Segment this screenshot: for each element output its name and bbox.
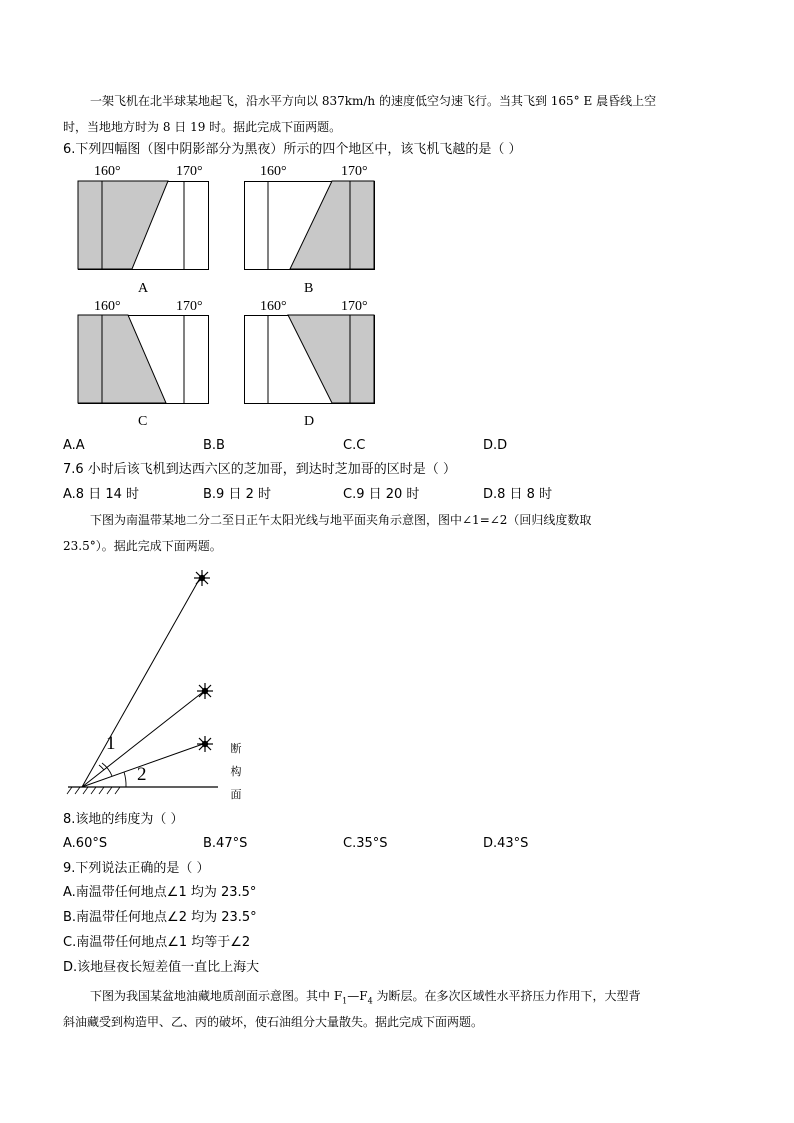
question-7-stem: 7.6 小时后该飞机到达西六区的芝加哥，到达时芝加哥的区时是（ ） (63, 462, 456, 477)
question-7-option-d[interactable]: D.8 日 8 时 (483, 487, 553, 502)
question-6-option-c[interactable]: C.C (343, 438, 366, 453)
angle-2-arc (124, 772, 126, 787)
sun-icon (197, 736, 213, 752)
intro-paragraph-2-line-2: 23.5°）。据此完成下面两题。 (63, 539, 222, 553)
question-6-option-b[interactable]: B.B (203, 438, 225, 453)
panel-b-lon-left: 160° (260, 164, 287, 179)
panel-a-lon-left: 160° (94, 164, 121, 179)
question-8-option-c[interactable]: C.35°S (343, 836, 388, 851)
panel-a-diagram (78, 181, 209, 270)
intro-paragraph-3-line-2: 斜油藏受到构造甲、乙、丙的破坏，使石油组分大量散失。据此完成下面两题。 (63, 1015, 484, 1029)
panel-c-lon-left: 160° (94, 299, 121, 314)
intro-3-dash: —F (347, 989, 368, 1003)
question-7-option-c[interactable]: C.9 日 20 时 (343, 487, 420, 502)
question-6-stem: 6.下列四幅图（图中阴影部分为黑夜）所示的四个地区中，该飞机飞越的是（ ） (63, 142, 522, 157)
sun-icon (197, 683, 213, 699)
panel-a-lon-right: 170° (176, 164, 203, 179)
intro-paragraph-1-line-1: 一架飞机在北半球某地起飞，沿水平方向以 837km/h 的速度低空匀速飞行。当其飞到 165° E 晨昏线上空 (90, 94, 657, 108)
panel-d-diagram (244, 315, 375, 404)
panel-c-lon-right: 170° (176, 299, 203, 314)
intro-3-text-a: 下图为我国某盆地油藏地质剖面示意图。其中 F (90, 989, 343, 1003)
panel-b-letter: B (304, 281, 314, 296)
question-6-option-d[interactable]: D.D (483, 438, 508, 453)
question-7-option-b[interactable]: B.9 日 2 时 (203, 487, 271, 502)
panel-c-diagram (78, 315, 209, 404)
panel-d-lon-right: 170° (341, 299, 368, 314)
panel-d-lon-left: 160° (260, 299, 287, 314)
question-8-stem: 8.该地的纬度为（ ） (63, 812, 184, 827)
intro-3-subscript-1: 1 (342, 996, 348, 1006)
ground-hatching (67, 787, 120, 794)
intro-paragraph-1-line-2: 时，当地地方时为 8 日 19 时。据此完成下面两题。 (63, 120, 342, 134)
question-9-option-b[interactable]: B.南温带任何地点∠2 均为 23.5° (63, 910, 257, 925)
question-6-option-a[interactable]: A.A (63, 438, 85, 453)
question-7-option-a[interactable]: A.8 日 14 时 (63, 487, 140, 502)
panel-d-letter: D (304, 414, 315, 429)
panel-c-letter: C (138, 414, 148, 429)
question-9-option-c[interactable]: C.南温带任何地点∠1 均等于∠2 (63, 935, 251, 950)
angle-1-arc (99, 765, 104, 770)
side-label-1: 断 (230, 742, 242, 755)
sun-ray-high (82, 578, 200, 787)
question-9-option-d[interactable]: D.该地昼夜长短差值一直比上海大 (63, 960, 260, 975)
intro-3-subscript-4: 4 (367, 996, 373, 1006)
side-label-2: 构 (230, 765, 242, 778)
intro-paragraph-3-line-1 (90, 987, 641, 1010)
question-9-option-a[interactable]: A.南温带任何地点∠1 均为 23.5° (63, 885, 257, 900)
intro-paragraph-2-line-1: 下图为南温带某地二分二至日正午太阳光线与地平面夹角示意图，图中∠1=∠2（回归线度数取 (90, 513, 592, 527)
sun-icon (194, 570, 210, 586)
question-8-option-b[interactable]: B.47°S (203, 836, 248, 851)
angle-1-label: 1 (106, 733, 116, 754)
question-8-option-d[interactable]: D.43°S (483, 836, 529, 851)
side-label-3: 面 (230, 788, 242, 801)
panel-b-diagram (244, 181, 375, 270)
question-9-stem: 9.下列说法正确的是（ ） (63, 861, 210, 876)
panel-a-letter: A (138, 281, 149, 296)
intro-3-text-b: 为断层。在多次区域性水平挤压力作用下，大型背 (372, 989, 641, 1003)
question-8-option-a[interactable]: A.60°S (63, 836, 108, 851)
panel-b-lon-right: 170° (341, 164, 368, 179)
angle-2-label: 2 (137, 764, 147, 785)
